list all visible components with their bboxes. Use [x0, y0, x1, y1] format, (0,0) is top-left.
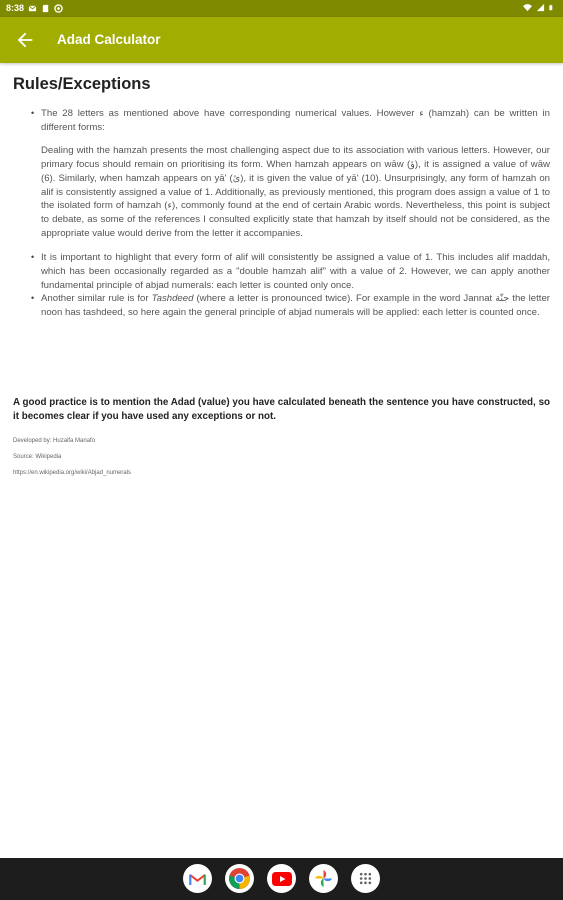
status-bar [0, 0, 563, 17]
photos-icon[interactable] [309, 864, 338, 893]
gmail-icon[interactable] [183, 864, 212, 893]
youtube-icon[interactable] [267, 864, 296, 893]
mail-icon [28, 4, 37, 13]
bullet-text-tashdeed-before: Another similar rule is for [41, 293, 152, 305]
list-item [31, 251, 550, 292]
app-title: Adad Calculator [57, 32, 161, 47]
source-link[interactable]: https://en.wikipedia.org/wiki/Abjad_numerals [13, 470, 132, 476]
list-item [31, 107, 550, 240]
wifi-icon [523, 3, 532, 12]
battery-icon [549, 3, 555, 12]
page-title: Rules/Exceptions [13, 75, 151, 93]
chrome-icon[interactable] [225, 864, 254, 893]
bullet-text-tashdeed-after: (where a letter is pronounced twice). For example in the word Jannat جنّة the letter noon has tashdeed, so here again the general principle of abjad numerals will be applied: each letter is counted once. [41, 293, 550, 319]
app-drawer-icon[interactable] [351, 864, 380, 893]
hamzah-detail: Dealing with the hamzah presents the most challenging aspect due to its association with various letters. However, our primary focus should remain on prioritising its form. When hamzah appears on wāw (ؤ), it is assigned a value of wāw (6). Similarly, when hamzah appears on yā' (ئ), it is given the value of yā' (10). Unsurprisingly, any form of hamzah on alif is consistently assigned a value of 1. Additionally, as previously mentioned, this program does assign a value of 1 to the isolated form of hamzah (ء), commonly found at the end of certain Arabic words. Nevertheless, this point is subject to debate, as some of the references I consulted explicitly state that hamzah by itself should not be considered, as the appropriate value would derive from the letter it accompanies. [41, 145, 550, 239]
bullet-text-alif: It is important to highlight that every form of alif will consistently be assigned a value of 1. This includes alif maddah, which has been occasionally regarded as a "double hamzah alif" with a value of 2. However, we can apply another fundamental principle of abjad numerals: each letter is counted only once. [41, 252, 550, 291]
navigation-bar [0, 858, 563, 900]
bullet-icon: • [31, 252, 35, 263]
app-bar [0, 17, 563, 63]
bullet-text-hamzah: The 28 letters as mentioned above have corresponding numerical values. However ء (hamzah) can be written in different forms: [41, 108, 550, 133]
sd-card-icon [41, 4, 50, 13]
status-time: 8:38 [6, 3, 25, 13]
notification-icon [54, 4, 63, 13]
bullet-icon: • [31, 293, 35, 304]
list-item [31, 292, 550, 319]
source-credit: Source: Wikipedia [13, 454, 62, 460]
tashdeed-term: Tashdeed [151, 293, 194, 305]
bullet-icon: • [31, 108, 35, 118]
arrow-back-icon[interactable] [14, 29, 36, 51]
signal-icon [536, 3, 545, 12]
good-practice-note: A good practice is to mention the Adad (value) you have calculated beneath the sentence you have constructed, so it becomes clear if you have used any exceptions or not. [13, 397, 550, 422]
developer-credit: Developed by: Huzaifa Manafo [13, 438, 96, 444]
rules-list [0, 107, 563, 320]
rules-content [0, 63, 563, 858]
